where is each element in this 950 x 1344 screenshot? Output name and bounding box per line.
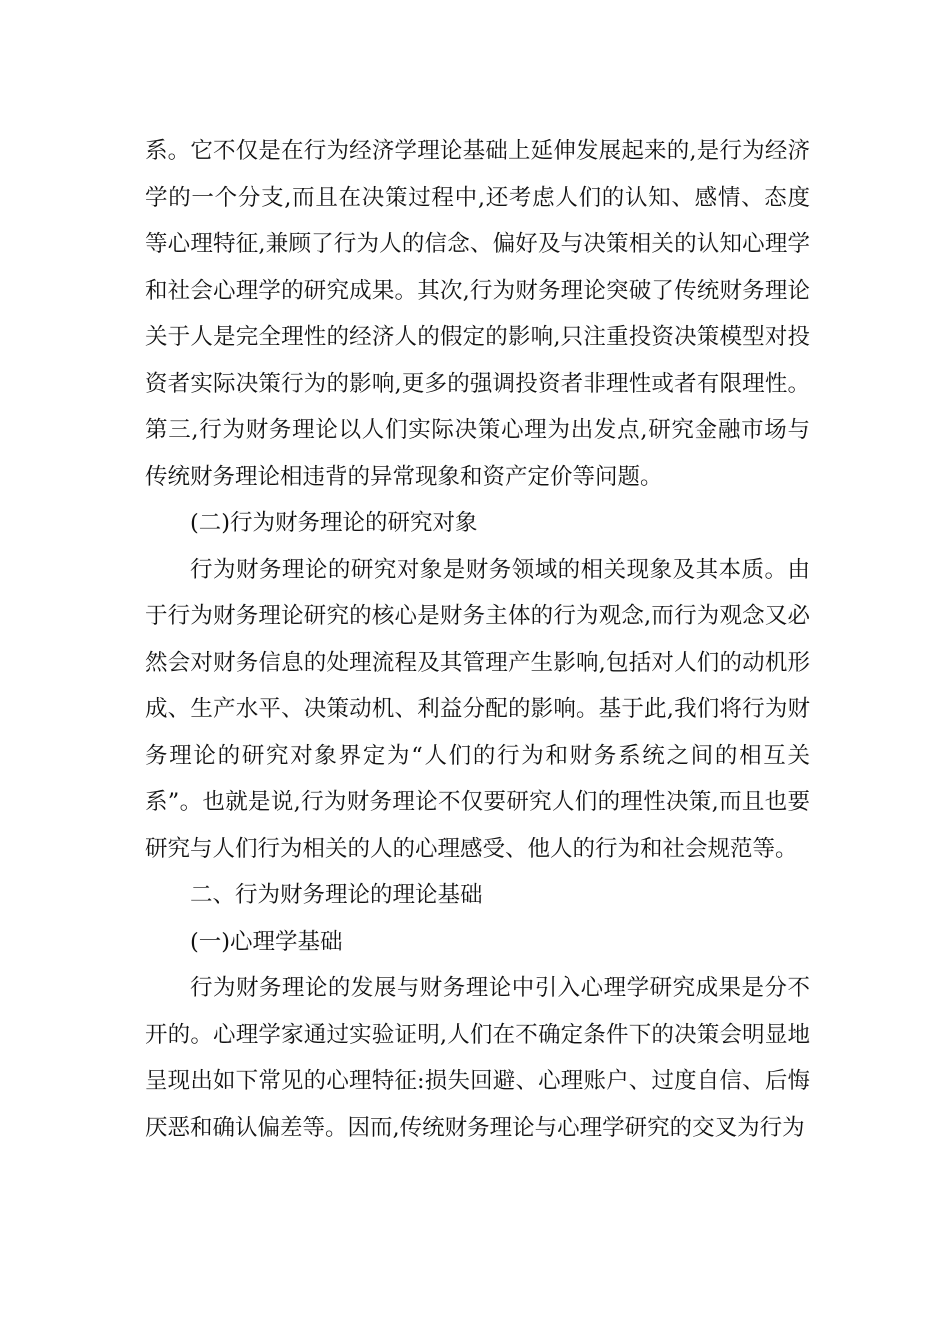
section-subheading-research-object: (二)行为财务理论的研究对象 <box>190 510 478 536</box>
body-paragraph-continued: 系。它不仅是在行为经济学理论基础上延伸发展起来的,是行为经济学的一个分支,而且在决策过程中,还考虑人们的认知、感情、态度等心理特征,兼顾了行为人的信念、偏好及与决策相关的认知心理学和社会心理学的研究成果。其次,行为财务理论突破了传统财务理论关于人是完全理性的经济人的假定的影响,只注重投资决策模型对投资者实际决策行为的影响,更多的强调投资者非理性或者有限理性。第三,行为财务理论以人们实际决策心理为出发点,研究金融市场与传统财务理论相违背的异常现象和资产定价等问题。 <box>145 138 810 490</box>
section-subheading-psychology-basis: (一)心理学基础 <box>190 928 343 955</box>
section-heading-theoretical-basis: 二、行为财务理论的理论基础 <box>190 882 483 908</box>
body-paragraph-research-object: 行为财务理论的研究对象是财务领域的相关现象及其本质。由于行为财务理论研究的核心是财务主体的行为观念,而行为观念又必然会对财务信息的处理流程及其管理产生影响,包括对人们的动机形成、生产水平、决策动机、利益分配的影响。基于此,我们将行为财务理论的研究对象界定为“人们的行为和财务系统之间的相互关系”。也就是说,行为财务理论不仅要研究人们的理性决策,而且也要研究与人们行为相关的人的心理感受、他人的行为和社会规范等。 <box>145 556 810 862</box>
body-paragraph-psychology-basis: 行为财务理论的发展与财务理论中引入心理学研究成果是分不开的。心理学家通过实验证明,人们在不确定条件下的决策会明显地呈现出如下常见的心理特征:损失回避、心理账户、过度自信、后悔厌恶和确认偏差等。因而,传统财务理论与心理学研究的交叉为行为 <box>145 975 810 1141</box>
document-body <box>145 128 810 1151</box>
